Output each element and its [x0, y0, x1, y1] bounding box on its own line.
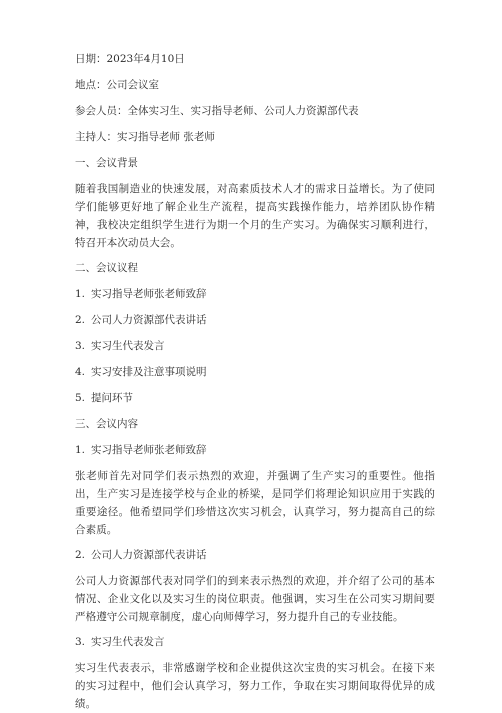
content-subheading	[75, 443, 435, 458]
agenda-item	[75, 365, 435, 380]
content-subheading	[75, 548, 435, 563]
content-subheading-text: 实习生代表发言	[91, 636, 165, 648]
document-page	[75, 52, 435, 713]
content-paragraph: 公司人力资源部代表对同学们的到来表示热烈的欢迎，并介绍了公司的基本情况、企业文化以及实习生的岗位职责。他强调，实习生在公司实习期间要严格遵守公司规章制度，虚心向师傅学习，努力提升自己的专业技能。	[75, 575, 435, 623]
meeting-date: 日期：2023年4月10日	[75, 53, 185, 65]
content-subheading-text: 公司人力资源部代表讲话	[91, 549, 207, 561]
agenda-item-text: 公司人力资源部代表讲话	[91, 314, 207, 326]
agenda-item-text: 提问环节	[91, 392, 133, 404]
content-paragraph: 实习生代表表示，非常感谢学校和企业提供这次宝贵的实习机会。在接下来的实习过程中，他们会认真学习，努力工作，争取在实习期间取得优异的成绩。	[75, 662, 435, 710]
agenda-item	[75, 391, 435, 406]
meeting-attendees: 参会人员：全体实习生、实习指导老师、公司人力资源部代表	[75, 105, 359, 117]
background-paragraph: 随着我国制造业的快速发展，对高素质技术人才的需求日益增长。为了使同学们能够更好地了解企业生产流程，提高实践操作能力，培养团队协作精神，我校决定组织学生进行为期一个月的生产实习。为确保实习顺利进行，特召开本次动员大会。	[75, 183, 435, 249]
agenda-item	[75, 313, 435, 328]
meeting-host: 主持人：实习指导老师 张老师	[75, 131, 215, 143]
content-subheading	[75, 635, 435, 650]
agenda-item-text: 实习安排及注意事项说明	[91, 366, 207, 378]
content-subheading-number: 2.	[75, 549, 86, 561]
content-paragraph: 张老师首先对同学们表示热烈的欢迎，并强调了生产实习的重要性。他指出，生产实习是连接学校与企业的桥梁，是同学们将理论知识应用于实践的重要途径。他希望同学们珍惜这次实习机会，认真学习，努力提高自己的综合素质。	[75, 470, 435, 536]
agenda-item-number: 1.	[75, 288, 86, 300]
agenda-item-text: 实习生代表发言	[91, 340, 165, 352]
agenda-item-number: 2.	[75, 314, 86, 326]
content-subheading-text: 实习指导老师张老师致辞	[91, 444, 207, 456]
content-subheading-number: 3.	[75, 636, 86, 648]
section-heading-content: 三、会议内容	[75, 418, 138, 430]
agenda-item-number: 4.	[75, 366, 86, 378]
content-subheading-number: 1.	[75, 444, 86, 456]
section-heading-agenda: 二、会议议程	[75, 262, 138, 274]
meeting-location: 地点：公司会议室	[75, 79, 159, 91]
agenda-item-text: 实习指导老师张老师致辞	[91, 288, 207, 300]
agenda-item	[75, 287, 435, 302]
agenda-item-number: 5.	[75, 392, 86, 404]
agenda-item	[75, 339, 435, 354]
section-heading-background: 一、会议背景	[75, 157, 138, 169]
agenda-item-number: 3.	[75, 340, 86, 352]
